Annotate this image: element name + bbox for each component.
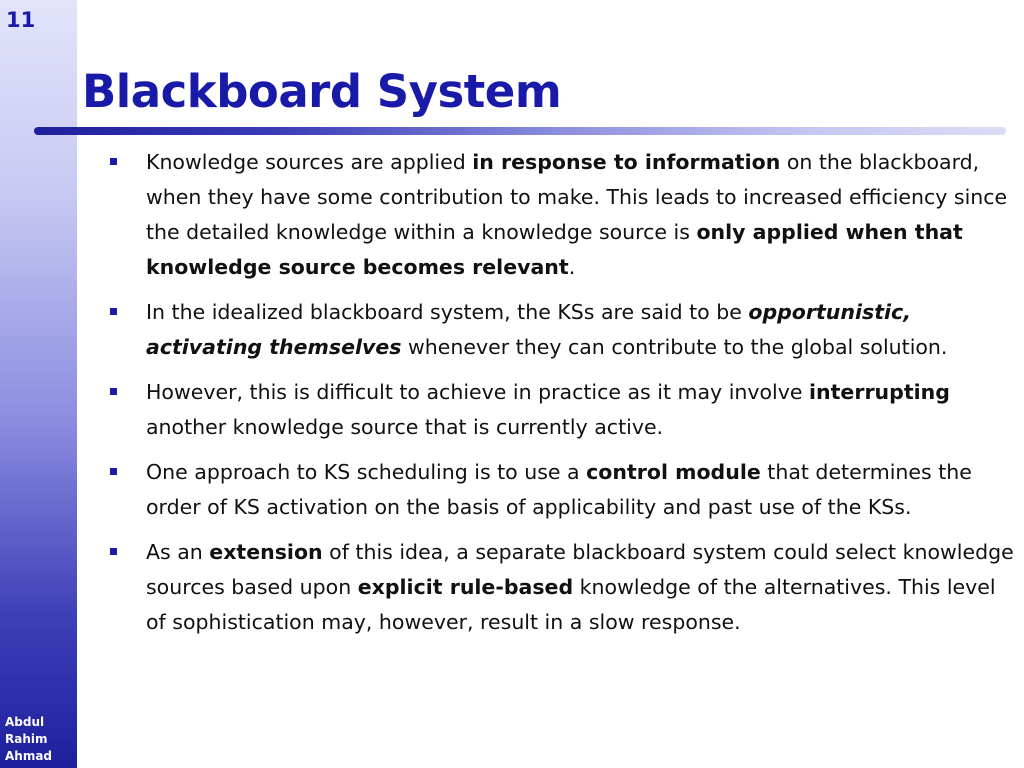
author-middle: Rahim xyxy=(5,732,48,746)
emphasis: only applied when that knowledge source becomes relevant xyxy=(146,220,963,279)
bullet-square-icon xyxy=(110,158,117,165)
emphasis: control module xyxy=(586,460,761,484)
bullet-item-1 xyxy=(110,145,1018,285)
author-name xyxy=(5,714,75,765)
bullet-item-4 xyxy=(110,455,1018,525)
emphasis: , xyxy=(903,300,911,324)
text: whenever they can contribute to the global solution. xyxy=(401,335,948,359)
text: on the blackboard, when they have some contribution to make. This leads to increased efficiency since the detailed knowledge within a knowledge source is xyxy=(146,150,1008,244)
emphasis: opportunistic xyxy=(748,300,904,324)
slide-number: 11 xyxy=(6,8,36,32)
sidebar xyxy=(0,0,77,768)
text: another knowledge source that is currently active. xyxy=(146,415,664,439)
bullet-list xyxy=(110,145,1018,650)
text: As an xyxy=(146,540,210,564)
title-divider xyxy=(34,127,1006,135)
bullet-square-icon xyxy=(110,468,117,475)
slide-title: Blackboard System xyxy=(82,65,562,118)
author-last: Ahmad xyxy=(5,749,53,763)
emphasis: extension xyxy=(209,540,323,564)
emphasis: interrupting xyxy=(809,380,950,404)
bullet-item-3 xyxy=(110,375,1018,445)
bullet-item-5 xyxy=(110,535,1018,640)
bullet-item-2 xyxy=(110,295,1018,365)
text: that determines the order of KS activation on the basis of applicability and past use of the KSs. xyxy=(146,460,972,519)
emphasis: explicit rule-based xyxy=(357,575,574,599)
emphasis: activating themselves xyxy=(146,335,402,359)
bullet-square-icon xyxy=(110,548,117,555)
text: of this idea, a separate blackboard system could select knowledge sources based upon xyxy=(146,540,1014,599)
author-first: Abdul xyxy=(5,715,45,729)
text: However, this is difficult to achieve in practice as it may involve xyxy=(146,380,810,404)
bullet-square-icon xyxy=(110,308,117,315)
text: knowledge of the alternatives. This level of sophistication may, however, result in a slow response. xyxy=(146,575,996,634)
text: In the idealized blackboard system, the KSs are said to be xyxy=(146,300,749,324)
emphasis: in response to information xyxy=(472,150,781,174)
text: Knowledge sources are applied xyxy=(146,150,473,174)
text: . xyxy=(568,255,576,279)
bullet-square-icon xyxy=(110,388,117,395)
text: One approach to KS scheduling is to use a xyxy=(146,460,587,484)
